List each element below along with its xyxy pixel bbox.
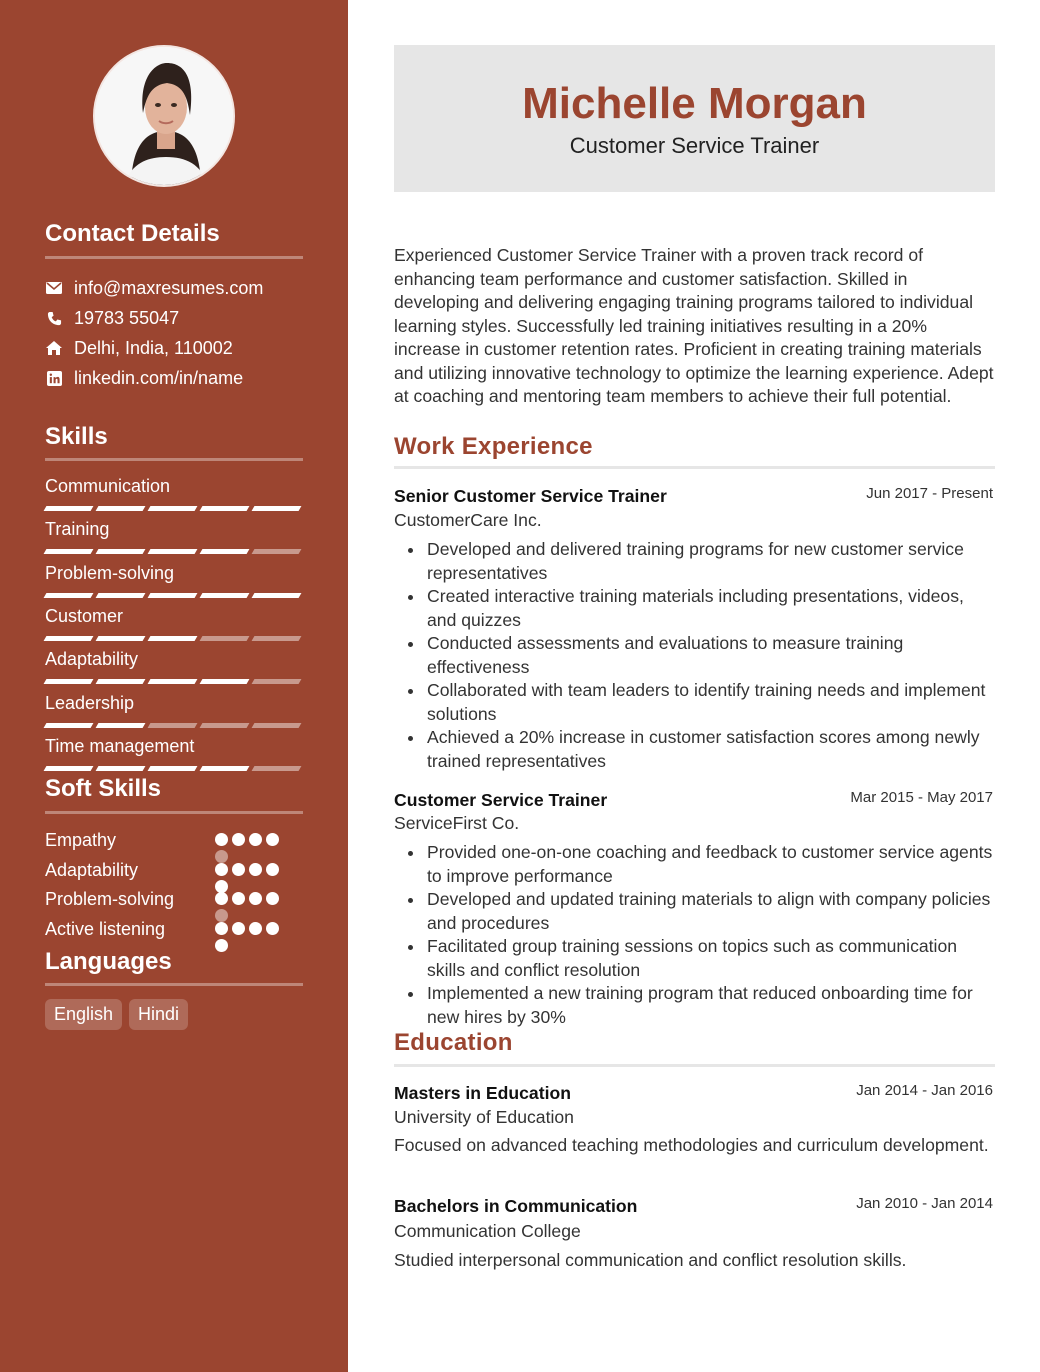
rating-dot bbox=[232, 892, 245, 905]
soft-skill-item bbox=[45, 887, 303, 911]
skill-level-segment bbox=[96, 636, 146, 641]
skill-level-segment bbox=[96, 766, 146, 771]
skill-level-bar bbox=[45, 679, 303, 684]
skill-level-segment bbox=[96, 549, 146, 554]
rating-dot bbox=[266, 833, 279, 846]
envelope-icon bbox=[45, 279, 63, 297]
contact-section-title: Contact Details bbox=[45, 220, 220, 247]
contact-phone-text: 19783 55047 bbox=[74, 307, 180, 328]
degree-date: Jan 2010 - Jan 2014 bbox=[856, 1195, 993, 1212]
skill-level-segment bbox=[252, 593, 302, 598]
skill-level-segment bbox=[148, 723, 198, 728]
rating-dot bbox=[215, 833, 228, 846]
job-bullet: Created interactive training materials including presentations, videos, and quizzes bbox=[394, 585, 995, 632]
skill-level-segment bbox=[252, 506, 302, 511]
divider bbox=[394, 1064, 995, 1067]
degree-description: Studied interpersonal communication and conflict resolution skills. bbox=[394, 1250, 907, 1270]
skill-level-segment bbox=[148, 679, 198, 684]
rating-dot bbox=[232, 922, 245, 935]
skill-level-segment bbox=[252, 679, 302, 684]
linkedin-icon bbox=[45, 369, 63, 387]
divider bbox=[45, 983, 303, 986]
skill-level-segment bbox=[148, 593, 198, 598]
skill-item bbox=[45, 562, 303, 598]
skill-name: Problem-solving bbox=[45, 562, 175, 583]
header bbox=[394, 45, 995, 192]
skill-level-bar bbox=[45, 593, 303, 598]
soft-skill-name: Empathy bbox=[45, 830, 117, 850]
divider bbox=[45, 458, 303, 461]
contact-linkedin-text: linkedin.com/in/name bbox=[74, 367, 244, 388]
skill-level-segment bbox=[148, 766, 198, 771]
soft-skill-item bbox=[45, 858, 303, 882]
skill-level-segment bbox=[44, 549, 94, 554]
skill-level-segment bbox=[252, 636, 302, 641]
rating-dot bbox=[266, 892, 279, 905]
skill-item bbox=[45, 692, 303, 728]
soft-skill-rating bbox=[215, 863, 295, 877]
phone-icon bbox=[45, 309, 63, 327]
contact-email[interactable] bbox=[45, 276, 263, 300]
skill-level-segment bbox=[200, 766, 250, 771]
skill-level-segment bbox=[200, 679, 250, 684]
skill-level-bar bbox=[45, 506, 303, 511]
job-bullets bbox=[394, 538, 995, 773]
professional-summary: Experienced Customer Service Trainer with a proven track record of enhancing team performance and customer satisfaction. Skilled in developing and delivering engaging training programs tailored to individual learning styles. Successfully led training initiatives resulting in a 20% increase in customer retention rates. Proficient in creating training materials and utilizing innovative technology to optimize the learning experience. Adept at coaching and mentoring team members to achieve their full potential. bbox=[394, 245, 994, 406]
skill-item bbox=[45, 605, 303, 641]
skill-name: Leadership bbox=[45, 692, 135, 713]
language-tag-english: English bbox=[45, 999, 122, 1030]
rating-dot bbox=[266, 863, 279, 876]
skills-section-title: Skills bbox=[45, 423, 108, 450]
education-title: Education bbox=[394, 1029, 513, 1056]
work-experience-title: Work Experience bbox=[394, 433, 593, 460]
skill-level-segment bbox=[148, 636, 198, 641]
skill-level-segment bbox=[200, 506, 250, 511]
rating-dot bbox=[215, 892, 228, 905]
job-bullet: Implemented a new training program that reduced onboarding time for new hires by 30% bbox=[394, 982, 995, 1029]
job-bullet: Provided one-on-one coaching and feedback to customer service agents to improve performance bbox=[394, 841, 995, 888]
job-bullet: Achieved a 20% increase in customer satisfaction scores among newly trained representatives bbox=[394, 726, 995, 773]
skill-level-segment bbox=[252, 766, 302, 771]
soft-skill-rating bbox=[215, 922, 295, 936]
contact-email-text: info@maxresumes.com bbox=[74, 277, 264, 298]
skill-level-segment bbox=[96, 593, 146, 598]
profile-photo bbox=[95, 47, 235, 187]
skill-item bbox=[45, 648, 303, 684]
home-icon bbox=[45, 339, 63, 357]
rating-dot bbox=[249, 863, 262, 876]
job-bullet: Developed and updated training materials to align with company policies and procedures bbox=[394, 888, 995, 935]
soft-skill-rating bbox=[215, 892, 295, 906]
divider bbox=[45, 811, 303, 814]
skill-level-segment bbox=[44, 593, 94, 598]
skill-level-segment bbox=[44, 766, 94, 771]
skill-item bbox=[45, 518, 303, 554]
rating-dot bbox=[215, 863, 228, 876]
skill-name: Training bbox=[45, 519, 110, 540]
candidate-name: Michelle Morgan bbox=[522, 79, 867, 128]
skill-level-segment bbox=[44, 506, 94, 511]
contact-linkedin[interactable] bbox=[45, 366, 243, 390]
skill-level-segment bbox=[252, 549, 302, 554]
skill-level-segment bbox=[96, 679, 146, 684]
contact-address-text: Delhi, India, 110002 bbox=[74, 337, 233, 358]
skill-level-bar bbox=[45, 636, 303, 641]
degree-title: Masters in Education bbox=[394, 1083, 571, 1103]
skill-level-segment bbox=[252, 723, 302, 728]
rating-dot bbox=[266, 922, 279, 935]
degree-title: Bachelors in Communication bbox=[394, 1196, 638, 1216]
contact-address bbox=[45, 336, 233, 360]
rating-dot bbox=[215, 922, 228, 935]
candidate-role: Customer Service Trainer bbox=[569, 133, 820, 158]
job-bullet: Conducted assessments and evaluations to measure training effectiveness bbox=[394, 632, 995, 679]
job-bullet: Developed and delivered training programs for new customer service representatives bbox=[394, 538, 995, 585]
skill-level-segment bbox=[96, 506, 146, 511]
rating-dot bbox=[249, 833, 262, 846]
job-bullet: Collaborated with team leaders to identify training needs and implement solutions bbox=[394, 679, 995, 726]
job-title: Customer Service Trainer bbox=[394, 790, 608, 810]
skill-name: Time management bbox=[45, 735, 195, 756]
sidebar bbox=[0, 0, 348, 1372]
skill-item bbox=[45, 475, 303, 511]
language-tag-hindi: Hindi bbox=[129, 999, 188, 1030]
skill-level-segment bbox=[44, 679, 94, 684]
skill-level-segment bbox=[200, 549, 250, 554]
soft-skill-rating bbox=[215, 833, 295, 847]
skill-level-segment bbox=[44, 636, 94, 641]
job-date: Jun 2017 - Present bbox=[866, 485, 993, 502]
skill-item bbox=[45, 735, 303, 771]
soft-skill-name: Adaptability bbox=[45, 859, 139, 880]
school-name: Communication College bbox=[394, 1221, 581, 1241]
rating-dot bbox=[232, 863, 245, 876]
avatar bbox=[93, 45, 235, 187]
skill-name: Customer bbox=[45, 605, 124, 626]
job-company: CustomerCare Inc. bbox=[394, 510, 542, 530]
job-company: ServiceFirst Co. bbox=[394, 813, 520, 833]
soft-skill-item bbox=[45, 917, 303, 941]
skill-level-bar bbox=[45, 766, 303, 771]
job-date: Mar 2015 - May 2017 bbox=[850, 789, 993, 806]
divider bbox=[45, 256, 303, 259]
job-bullet: Facilitated group training sessions on topics such as communication skills and conflict resolution bbox=[394, 935, 995, 982]
job-title: Senior Customer Service Trainer bbox=[394, 486, 667, 506]
degree-date: Jan 2014 - Jan 2016 bbox=[856, 1082, 993, 1099]
skill-level-segment bbox=[200, 723, 250, 728]
skill-name: Adaptability bbox=[45, 649, 139, 670]
soft-skills-section-title: Soft Skills bbox=[45, 775, 162, 802]
rating-dot bbox=[232, 833, 245, 846]
divider bbox=[394, 466, 995, 469]
skill-level-bar bbox=[45, 723, 303, 728]
skill-level-segment bbox=[96, 723, 146, 728]
skill-level-segment bbox=[148, 549, 198, 554]
soft-skill-name: Problem-solving bbox=[45, 889, 175, 910]
skill-level-segment bbox=[44, 723, 94, 728]
skill-level-segment bbox=[148, 506, 198, 511]
skill-level-bar bbox=[45, 549, 303, 554]
skill-name: Communication bbox=[45, 476, 171, 496]
soft-skill-name: Active listening bbox=[45, 919, 166, 940]
soft-skill-item bbox=[45, 828, 303, 852]
rating-dot bbox=[249, 892, 262, 905]
skill-level-segment bbox=[200, 636, 250, 641]
rating-dot bbox=[249, 922, 262, 935]
skill-level-segment bbox=[200, 593, 250, 598]
languages-section-title: Languages bbox=[45, 948, 172, 975]
rating-dot bbox=[215, 939, 228, 952]
school-name: University of Education bbox=[394, 1107, 574, 1127]
degree-description: Focused on advanced teaching methodologies and curriculum development. bbox=[394, 1135, 989, 1155]
job-bullets bbox=[394, 841, 995, 1029]
contact-phone[interactable] bbox=[45, 306, 179, 330]
